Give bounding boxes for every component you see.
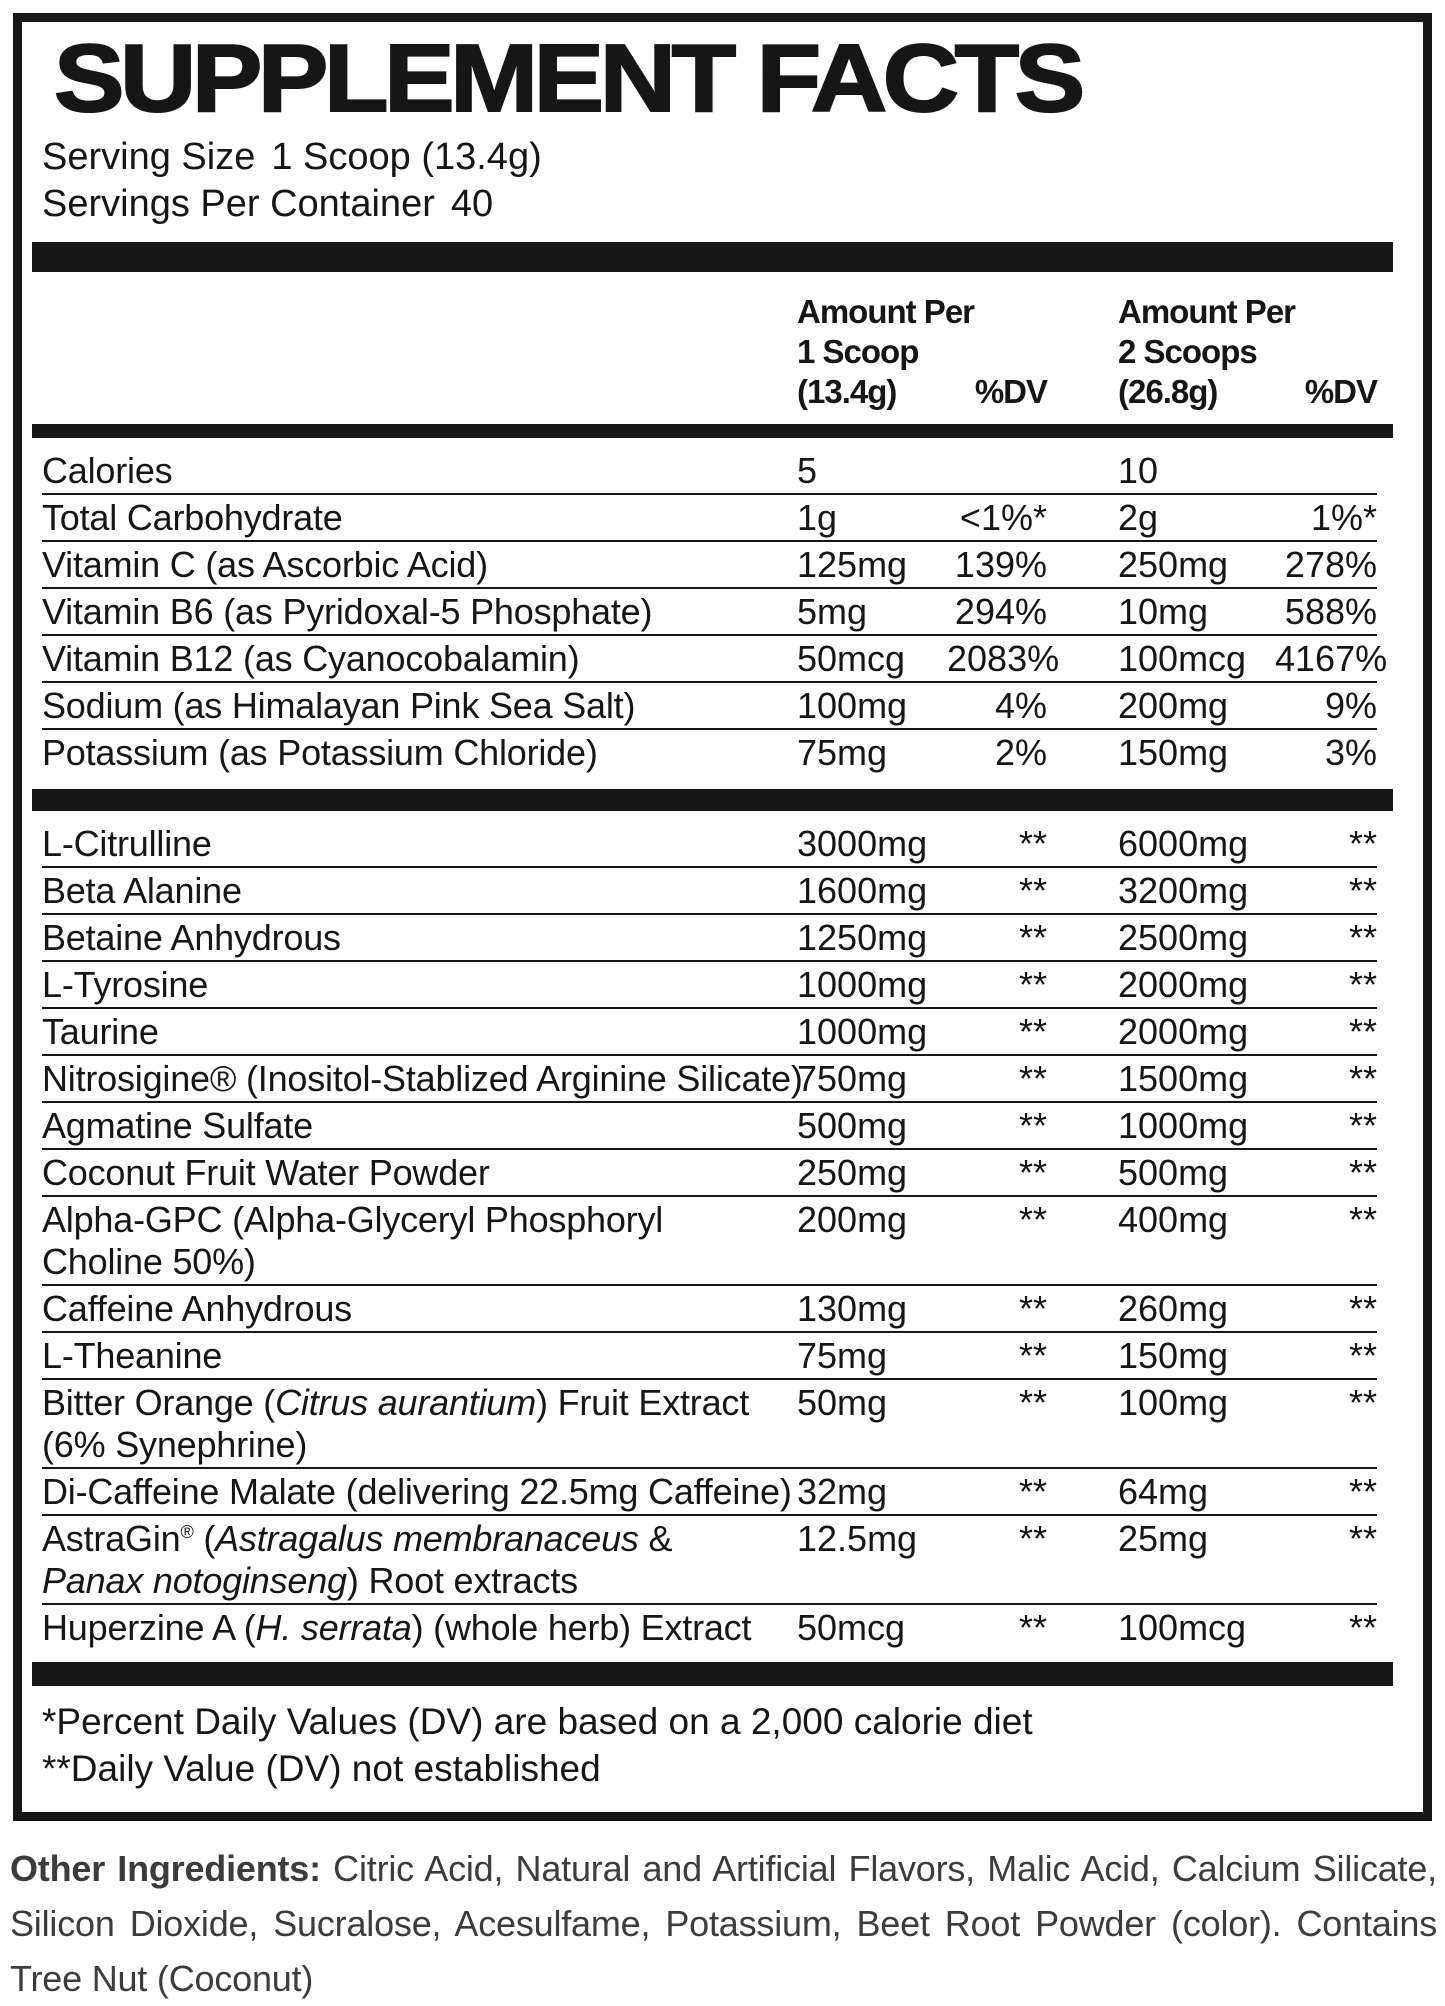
amount-per-1-scoop-header: Amount Per 1 Scoop (13.4g) — [797, 292, 975, 410]
table-row — [42, 636, 1388, 683]
ingredient-name-run: Citrus aurantium — [275, 1381, 536, 1423]
amount-1-scoop: 1250mg — [797, 916, 928, 958]
ingredient-name-run: Astragalus membranaceus — [215, 1517, 639, 1559]
amount-1-scoop: 250mg — [797, 1151, 908, 1193]
ingredient-name — [42, 1011, 797, 1053]
dv-2-scoops: 588% — [1284, 590, 1377, 632]
divider-bar-bottom — [32, 1662, 1393, 1686]
ingredient-name — [42, 917, 797, 959]
table-row — [42, 683, 1377, 730]
ingredient-name — [42, 1518, 797, 1602]
amount-1-scoop: 12.5mg — [797, 1517, 918, 1559]
dv-2-scoops: ** — [1348, 1606, 1377, 1648]
table-row — [42, 1150, 1377, 1197]
amount-2-scoops: 3200mg — [1118, 869, 1249, 911]
amount-2-scoops: 25mg — [1118, 1517, 1209, 1559]
table-row — [42, 868, 1377, 915]
ingredient-name-run: ® — [180, 1521, 194, 1542]
dv-1-scoop: ** — [1018, 1287, 1047, 1329]
dv-2-scoops: ** — [1348, 963, 1377, 1005]
table-row — [42, 1333, 1377, 1380]
ingredient-name-run: Betaine Anhydrous — [42, 916, 341, 958]
other-ingredients-text: Citric Acid, Natural and Artificial Flavors, Malic Acid, Calcium Silicate, Silicon Dioxide, Sucralose, Acesulfame, Potassium, Beet Root Powder (color). Contains Tree Nut (Coconut) — [10, 1847, 1437, 1999]
serving-info — [42, 134, 1377, 228]
dv-2-scoops: ** — [1348, 916, 1377, 958]
dv-2-scoops: 1%* — [1310, 496, 1377, 538]
dv-1-scoop: 2083% — [947, 637, 1060, 679]
dv-1-scoop: 2% — [994, 731, 1047, 773]
dv-2-scoops: ** — [1348, 1104, 1377, 1146]
nutrients-table — [42, 448, 1388, 775]
amount-2-scoops: 260mg — [1118, 1287, 1229, 1329]
amount-2-scoops: 100mcg — [1118, 637, 1247, 679]
dv-1-scoop: 139% — [954, 543, 1047, 585]
dv-2-scoops: ** — [1348, 1287, 1377, 1329]
column-header-gap — [1047, 292, 1118, 412]
amount-1-scoop: 5mg — [797, 590, 868, 632]
ingredient-name-run: Choline 50%) — [42, 1240, 256, 1282]
other-ingredients — [10, 1841, 1437, 2006]
ingredient-name — [42, 591, 797, 633]
amount-1-scoop: 100mg — [797, 684, 908, 726]
table-row — [42, 1197, 1377, 1286]
dv-2-scoops: ** — [1348, 1151, 1377, 1193]
dv-2-scoops: 3% — [1324, 731, 1377, 773]
dv-1-scoop: ** — [1018, 1104, 1047, 1146]
column-group-1-scoop — [797, 292, 1047, 412]
amount-1-scoop: 50mcg — [797, 1606, 906, 1648]
ingredient-name-run: Beta Alanine — [42, 869, 242, 911]
dv-1-scoop: ** — [1018, 1151, 1047, 1193]
dv-2-scoops: ** — [1348, 822, 1377, 864]
amount-2-scoops: 500mg — [1118, 1151, 1229, 1193]
amount-1-scoop: 50mg — [797, 1381, 888, 1423]
dv-1-scoop: <1%* — [959, 496, 1047, 538]
ingredient-name — [42, 497, 797, 539]
ingredient-name — [42, 1199, 797, 1283]
dv-1-scoop: ** — [1018, 963, 1047, 1005]
dv-header-1: %DV — [974, 372, 1047, 410]
ingredient-name — [42, 1288, 797, 1330]
table-row — [42, 1056, 1377, 1103]
dv-1-scoop: ** — [1018, 1606, 1047, 1648]
ingredient-name-run: L-Citrulline — [42, 822, 212, 864]
amount-2-scoops: 100mg — [1118, 1381, 1229, 1423]
ingredient-name-run: ( — [193, 1517, 216, 1559]
dv-2-scoops: ** — [1348, 1334, 1377, 1376]
amount-2-scoops: 150mg — [1118, 1334, 1229, 1376]
dv-1-scoop: ** — [1018, 1010, 1047, 1052]
table-row — [42, 1469, 1377, 1516]
footnotes — [42, 1698, 1377, 1792]
amount-1-scoop: 200mg — [797, 1198, 908, 1240]
amount-1-scoop: 1600mg — [797, 869, 928, 911]
footnote-percent-dv: *Percent Daily Values (DV) are based on a 2,000 calorie diet — [42, 1700, 1033, 1742]
table-row — [42, 1286, 1377, 1333]
other-ingredients-label: Other Ingredients: — [10, 1847, 321, 1889]
dv-1-scoop: 294% — [954, 590, 1047, 632]
amount-2-scoops: 400mg — [1118, 1198, 1229, 1240]
amount-2-scoops: 10 — [1118, 449, 1159, 491]
ingredient-name — [42, 823, 797, 865]
dv-1-scoop: ** — [1018, 1057, 1047, 1099]
table-row — [42, 589, 1377, 636]
amount-2-scoops: 1500mg — [1118, 1057, 1249, 1099]
table-row — [42, 1605, 1377, 1650]
ingredient-name — [42, 544, 797, 586]
amount-1-scoop: 130mg — [797, 1287, 908, 1329]
dv-2-scoops: ** — [1348, 1381, 1377, 1423]
servings-per-container-label: Servings Per Container — [42, 182, 435, 225]
ingredient-name — [42, 1057, 803, 1100]
ingredient-name-run: Total Carbohydrate — [42, 496, 343, 538]
dv-1-scoop: ** — [1018, 916, 1047, 958]
dv-2-scoops: ** — [1348, 1198, 1377, 1240]
dv-2-scoops: ** — [1348, 1010, 1377, 1052]
ingredient-name — [42, 732, 797, 774]
amount-2-scoops: 2g — [1118, 496, 1159, 538]
serving-size-label: Serving Size — [42, 135, 256, 178]
amount-2-scoops: 250mg — [1118, 543, 1229, 585]
ingredient-name — [42, 638, 797, 680]
table-row — [42, 1009, 1377, 1056]
footnote-dv-not-established: **Daily Value (DV) not established — [42, 1747, 601, 1789]
ingredient-name-run: (6% Synephrine) — [42, 1423, 308, 1465]
ingredient-name — [42, 1105, 797, 1147]
divider-bar-middle — [32, 789, 1393, 811]
ingredient-name-run: L-Tyrosine — [42, 963, 209, 1005]
supplement-facts-panel — [13, 13, 1432, 1821]
amount-1-scoop: 75mg — [797, 731, 888, 773]
ingredient-name-run: Alpha-GPC (Alpha-Glyceryl Phosphoryl — [42, 1198, 664, 1240]
amount-1-scoop: 750mg — [797, 1057, 908, 1099]
ingredient-name-run: Vitamin B12 (as Cyanocobalamin) — [42, 637, 580, 679]
dv-1-scoop: ** — [1018, 1334, 1047, 1376]
amount-1-scoop: 50mcg — [797, 637, 906, 679]
dv-1-scoop: ** — [1018, 1381, 1047, 1423]
ingredient-name — [42, 685, 797, 727]
ingredient-name-run: H. serrata — [255, 1606, 412, 1648]
servings-per-container-line — [42, 181, 1377, 228]
ingredient-name — [42, 1335, 797, 1377]
table-row — [42, 1103, 1377, 1150]
table-row — [42, 915, 1377, 962]
ingredient-name — [42, 1152, 797, 1194]
ingredient-name — [42, 1471, 797, 1513]
dv-2-scoops: ** — [1348, 1057, 1377, 1099]
amount-2-scoops: 2500mg — [1118, 916, 1249, 958]
dv-2-scoops: 4167% — [1275, 637, 1388, 679]
amount-1-scoop: 1g — [797, 496, 838, 538]
ingredient-name — [42, 964, 797, 1006]
amount-2-scoops: 1000mg — [1118, 1104, 1249, 1146]
servings-per-container-value: 40 — [450, 182, 494, 225]
ingredient-name-run: Taurine — [42, 1010, 159, 1052]
dv-1-scoop: ** — [1018, 1470, 1047, 1512]
ingredient-name — [42, 1382, 797, 1466]
ingredient-name-run: Di-Caffeine Malate (delivering 22.5mg Caffeine) — [42, 1470, 792, 1512]
dv-2-scoops: ** — [1348, 1517, 1377, 1559]
ingredient-name-run: Caffeine Anhydrous — [42, 1287, 352, 1329]
amount-2-scoops: 2000mg — [1118, 963, 1249, 1005]
dv-1-scoop: 4% — [994, 684, 1047, 726]
dv-1-scoop: ** — [1018, 869, 1047, 911]
ingredient-name-run: ) (whole herb) Extract — [411, 1606, 752, 1648]
amount-2-scoops: 2000mg — [1118, 1010, 1249, 1052]
dv-1-scoop: ** — [1018, 822, 1047, 864]
serving-size-value: 1 Scoop (13.4g) — [271, 135, 542, 178]
serving-size-line — [42, 134, 1377, 181]
amount-2-scoops: 200mg — [1118, 684, 1229, 726]
amount-1-scoop: 75mg — [797, 1334, 888, 1376]
amount-1-scoop: 32mg — [797, 1470, 888, 1512]
ingredient-name — [42, 1607, 797, 1649]
amount-2-scoops: 150mg — [1118, 731, 1229, 773]
ingredient-name — [42, 450, 797, 492]
ingredient-name-run: Vitamin C (as Ascorbic Acid) — [42, 543, 488, 585]
dv-2-scoops: ** — [1348, 869, 1377, 911]
ingredient-name-run: Panax notoginseng — [42, 1559, 347, 1601]
amount-2-scoops: 6000mg — [1118, 822, 1249, 864]
ingredient-name-run: Agmatine Sulfate — [42, 1104, 313, 1146]
divider-bar-top — [32, 242, 1393, 272]
ingredient-name-run: Potassium (as Potassium Chloride) — [42, 731, 598, 773]
amount-1-scoop: 3000mg — [797, 822, 928, 864]
ingredient-name-run: Vitamin B6 (as Pyridoxal-5 Phosphate) — [42, 590, 653, 632]
column-header-spacer — [42, 292, 797, 412]
ingredient-name-run: L-Theanine — [42, 1334, 223, 1376]
ingredient-name-run: Huperzine A ( — [42, 1606, 256, 1648]
table-row — [42, 542, 1377, 589]
amount-1-scoop: 5 — [797, 449, 818, 491]
ingredient-name — [42, 870, 797, 912]
ingredient-name-run: Sodium (as Himalayan Pink Sea Salt) — [42, 684, 636, 726]
ingredient-name-run: & — [638, 1517, 673, 1559]
dv-2-scoops: 278% — [1284, 543, 1377, 585]
divider-bar-under-headers — [32, 424, 1393, 438]
ingredient-name-run: Coconut Fruit Water Powder — [42, 1151, 490, 1193]
dv-2-scoops: 9% — [1324, 684, 1377, 726]
amount-2-scoops: 10mg — [1118, 590, 1209, 632]
ingredient-name-run: Calories — [42, 449, 173, 491]
amount-per-2-scoops-header: Amount Per 2 Scoops (26.8g) — [1118, 292, 1296, 410]
actives-table — [42, 821, 1377, 1650]
ingredient-name-run: AstraGin — [42, 1517, 181, 1559]
amount-2-scoops: 100mcg — [1118, 1606, 1247, 1648]
ingredient-name-run: Bitter Orange ( — [42, 1381, 276, 1423]
table-row — [42, 1516, 1377, 1605]
ingredient-name-run: Nitrosigine® (Inositol-Stablized Arginine Silicate) — [42, 1057, 803, 1099]
amount-1-scoop: 125mg — [797, 543, 908, 585]
amount-1-scoop: 1000mg — [797, 1010, 928, 1052]
dv-1-scoop: ** — [1018, 1198, 1047, 1240]
ingredient-name-run: ) Fruit Extract — [536, 1381, 750, 1423]
dv-1-scoop: ** — [1018, 1517, 1047, 1559]
column-group-2-scoops — [1118, 292, 1377, 412]
column-headers — [42, 292, 1377, 412]
table-row — [42, 448, 1377, 495]
panel-title: SUPPLEMENT FACTS — [54, 25, 1081, 132]
dv-2-scoops: ** — [1348, 1470, 1377, 1512]
amount-1-scoop: 500mg — [797, 1104, 908, 1146]
table-row — [42, 495, 1377, 542]
table-row — [42, 962, 1377, 1009]
table-row — [42, 730, 1377, 775]
ingredient-name-run: ) Root extracts — [346, 1559, 578, 1601]
amount-2-scoops: 64mg — [1118, 1470, 1209, 1512]
table-row — [42, 1380, 1377, 1469]
amount-1-scoop: 1000mg — [797, 963, 928, 1005]
table-row — [42, 821, 1377, 868]
dv-header-2: %DV — [1304, 372, 1377, 410]
